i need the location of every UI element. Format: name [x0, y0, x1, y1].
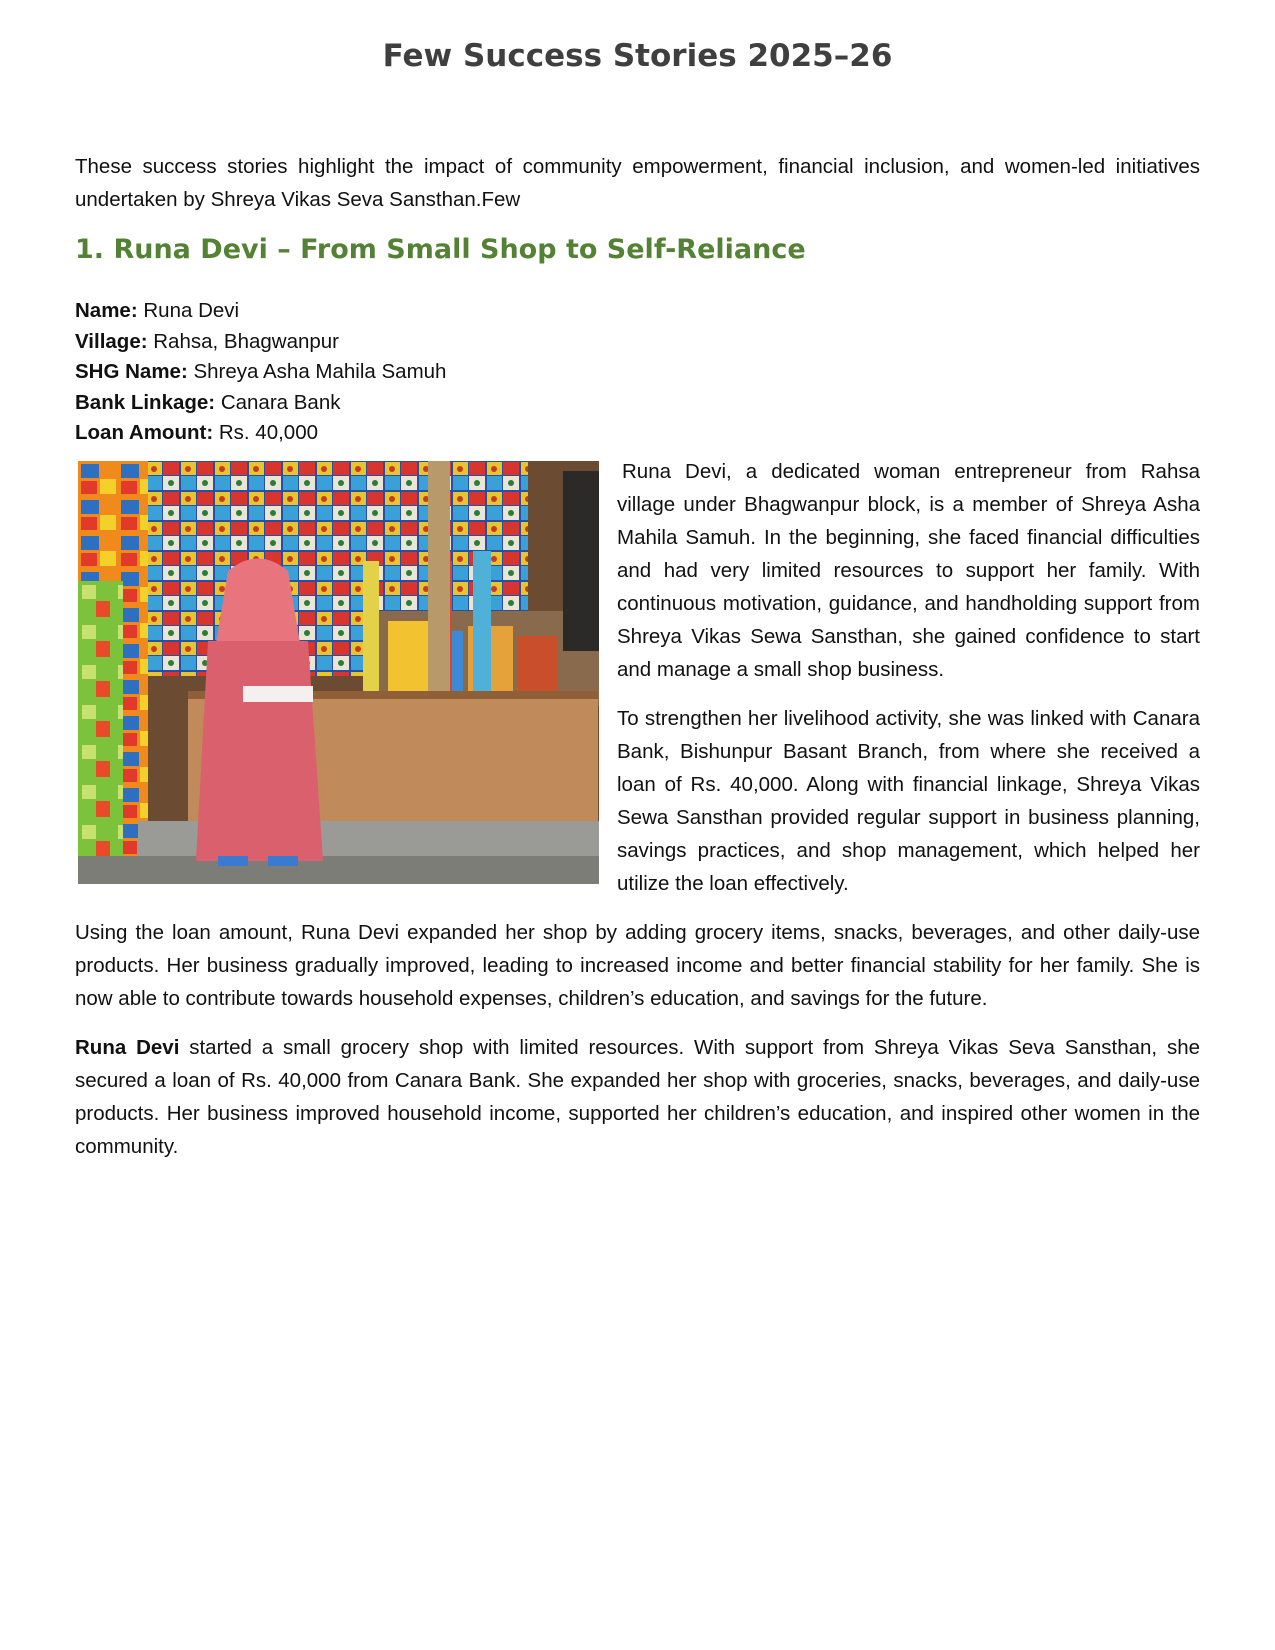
story-paragraph-2: To strengthen her livelihood activity, she was linked with Canara Bank, Bishunpur Basant Branch, from where she received a loan of Rs. 40,000. Along with financial linkage, Shreya Vikas Sewa Sansthan provided regular support in business planning, savings practices, and shop management, which helped her utilize the loan effectively. [617, 706, 1200, 895]
story-body [75, 455, 1200, 1163]
story-details [75, 296, 1200, 449]
detail-value: Shreya Asha Mahila Samuh [187, 360, 447, 383]
content-area [75, 150, 1200, 1179]
detail-name [75, 296, 1200, 327]
detail-label: Village: [75, 329, 148, 353]
story-paragraph-3: Using the loan amount, Runa Devi expanded her shop by adding grocery items, snacks, beverages, and other daily-use products. Her business gradually improved, leading to increased income and better financial stability for her family. She is now able to contribute towards household expenses, children’s education, and savings for the future. [75, 920, 1200, 1010]
detail-value: Rs. 40,000 [213, 421, 318, 444]
detail-value: Canara Bank [215, 390, 341, 414]
detail-label: Bank Linkage: [75, 390, 216, 414]
detail-label: Loan Amount: [75, 421, 214, 444]
detail-bank-linkage [75, 388, 1200, 419]
detail-label: Name: [75, 299, 138, 322]
intro-paragraph: These success stories highlight the impact of community empowerment, financial inclusion, and women-led initiatives undertaken by Shreya Vikas Seva Sansthan.Few [75, 155, 1200, 211]
detail-village [75, 327, 1200, 358]
detail-label: SHG Name: [75, 360, 188, 383]
shop-photo [78, 461, 599, 884]
story-paragraph-1: Runa Devi, a dedicated woman entrepreneur from Rahsa village under Bhagwanpur block, is a member of Shreya Asha Mahila Samuh. In the beginning, she faced financial difficulties and had very limited resources to support her family. With continuous motivation, guidance, and handholding support from Shreya Vikas Sewa Sansthan, she gained confidence to start and manage a small shop business. [617, 459, 1200, 681]
story-heading: 1. Runa Devi – From Small Shop to Self-Reliance [75, 234, 806, 265]
page-title: Few Success Stories 2025–26 [382, 38, 893, 74]
summary-text: started a small grocery shop with limited resources. With support from Shreya Vikas Seva Sansthan, she secured a loan of Rs. 40,000 from Canara Bank. She expanded her shop with groceries, snacks, beverages, and daily-use products. Her business improved household income, supported her children’s education, and inspired other women in the community. [75, 1035, 1200, 1158]
summary-name: Runa Devi [75, 1035, 180, 1059]
shop-photo-illustration [78, 461, 599, 884]
detail-value: Runa Devi [137, 299, 240, 322]
detail-value: Rahsa, Bhagwanpur [147, 329, 340, 353]
story-summary [75, 1031, 1200, 1163]
detail-loan-amount [75, 418, 1200, 449]
detail-shg-name [75, 357, 1200, 388]
